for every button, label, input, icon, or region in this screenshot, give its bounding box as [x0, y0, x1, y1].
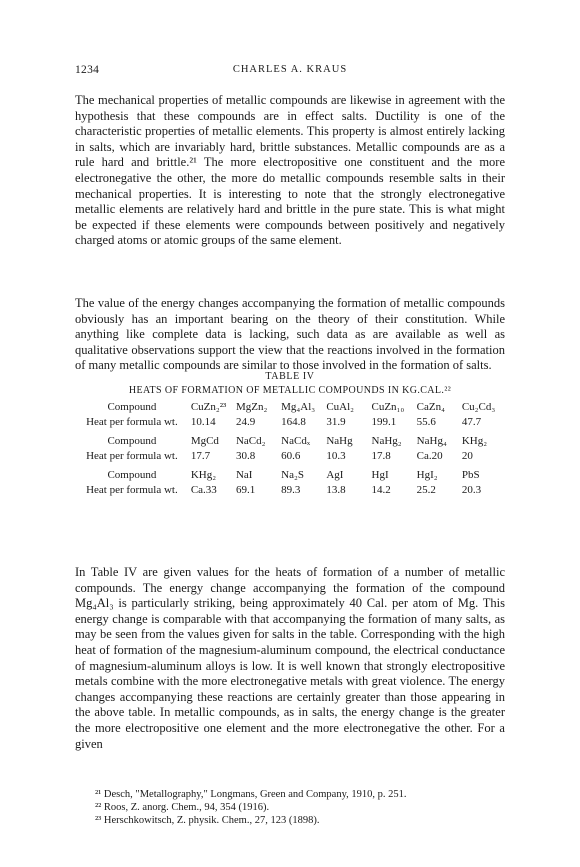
table-cell: 55.6: [416, 415, 436, 428]
table-cell: 10.14: [190, 415, 216, 428]
table-cell: NaHg₂: [371, 435, 402, 447]
heat-row: [75, 483, 505, 498]
table-group-3: [75, 468, 505, 497]
table-caption: TABLE IV: [265, 371, 315, 382]
table-cell: 31.9: [326, 415, 346, 428]
table-cell: Cu₂Cd₃: [461, 401, 496, 413]
paragraph-text: In Table IV are given values for the heats of formation of a number of metallic compounds. The energy change accompanying the formation of the compound Mg₄Al₃ is particularly striking, being approximately 40 Cal. per atom of Mg. This energy change is comparable with that accompanying the formation of many salts, as may be seen from the values given for salts in the table. Corresponding with the high heat of formation of the magnesium-aluminum compound, the electrical conductance of magnesium-aluminum alloys is low. It is well known that strongly electropositive metals combine with the more electronegative metals with great violence. The energy changes accompanying these reactions are certainly greater than those appearing in the above table. In metallic compounds, as in salts, the energy change is the greater the more electropositive one element and the more electronegative the other. For a given: [75, 565, 505, 751]
table-cell: NaI: [235, 469, 253, 481]
footnote-22: ²² Roos, Z. anorg. Chem., 94, 354 (1916).: [95, 802, 270, 813]
row-label: Compound: [107, 401, 157, 413]
footnotes: [95, 788, 407, 827]
row-label: Compound: [107, 435, 157, 447]
table-cell: 20.3: [461, 483, 482, 496]
table-cell: 60.6: [281, 449, 301, 462]
page-number: 1234: [75, 64, 100, 76]
table-cell: 199.1: [371, 415, 397, 428]
table-cell: 17.8: [371, 449, 391, 462]
table-cell: 17.7: [190, 449, 211, 462]
table-cell: Ca.20: [416, 449, 443, 462]
compound-row: [75, 468, 505, 483]
paragraph-text: The mechanical properties of metallic compounds are likewise in agreement with the hypothesis that these compounds are in effect salts. Ductility is one of the characteristic properties of metallic elements. This property is almost entirely lacking in salts, which are invariably hard, brittle substances. Metallic compounds are as a rule hard and brittle.²¹ The more electropositive one constituent and the more electronegative the other, the more do metallic compounds resemble salts in their mechanical properties. It is interesting to note that the strongly electronegative metallic elements are relatively hard and brittle in the pure state. This is what might be expected if these elements were compounds between positively and negatively charged atoms or atomic groups of the same element.: [75, 93, 505, 248]
table-cell: CuAl₂: [326, 401, 354, 413]
table-cell: 13.8: [326, 483, 346, 496]
page-header: [75, 64, 505, 80]
paragraph-text: The value of the energy changes accompanying the formation of metallic compounds obviously has an important bearing on the theory of their constitution. While anything like complete data is lacking, such data as are available as well as qualitative observations support the view that the reactions involved in the formation of many metallic compounds are similar to those involved in the formation of salts.: [75, 296, 505, 373]
table-cell: AgI: [326, 469, 344, 481]
row-label: Compound: [107, 469, 157, 481]
table-cell: NaCd₂: [235, 435, 266, 447]
compound-row: [75, 400, 505, 415]
table-cell: HgI₂: [416, 469, 438, 481]
table-cell: HgI: [371, 469, 389, 481]
footnote-23: ²³ Herschkowitsch, Z. physik. Chem., 27, 123 (1898).: [95, 815, 320, 826]
table-title: HEATS OF FORMATION OF METALLIC COMPOUNDS IN KG.CAL.²²: [128, 385, 452, 396]
table-cell: Mg₄Al₃: [281, 401, 316, 413]
table-cell: MgZn₂: [235, 401, 268, 413]
paragraph-energy-changes: [75, 296, 505, 374]
table-cell: 25.2: [416, 483, 436, 496]
table-cell: NaCdₓ: [281, 435, 311, 447]
table-cell: Ca.33: [190, 483, 217, 496]
running-head: CHARLES A. KRAUS: [232, 64, 348, 75]
table-group-1: [75, 400, 505, 429]
table-cell: 10.3: [326, 449, 346, 462]
table-cell: MgCd: [190, 435, 219, 447]
row-label: Heat per formula wt.: [86, 483, 178, 496]
table-cell: NaHg₄: [416, 435, 447, 447]
footnote-21: ²¹ Desch, "Metallography," Longmans, Green and Company, 1910, p. 251.: [95, 789, 407, 800]
paragraph-table-discussion: [75, 565, 505, 752]
table-cell: NaHg: [326, 435, 353, 447]
heat-row: [75, 449, 505, 464]
table-cell: 24.9: [235, 415, 256, 428]
table-cell: KHg₂: [190, 469, 217, 481]
table-cell: CaZn₄: [416, 401, 445, 413]
table-cell: PbS: [461, 469, 480, 481]
table-iv: [75, 370, 505, 502]
table-cell: 89.3: [281, 483, 301, 496]
paragraph-mechanical-properties: [75, 93, 505, 249]
table-cell: Na₂S: [281, 469, 304, 481]
row-label: Heat per formula wt.: [86, 415, 178, 428]
table-cell: CuZn₁₀: [371, 401, 405, 413]
table-cell: 47.7: [461, 415, 482, 428]
compound-row: [75, 434, 505, 449]
table-group-2: [75, 434, 505, 463]
heat-row: [75, 415, 505, 430]
table-cell: CuZn₂²³: [190, 401, 227, 413]
table-cell: 20: [461, 449, 473, 462]
table-cell: KHg₂: [461, 435, 488, 447]
row-label: Heat per formula wt.: [86, 449, 178, 462]
table-cell: 14.2: [371, 483, 391, 496]
table-cell: 164.8: [281, 415, 306, 428]
table-cell: 69.1: [235, 483, 256, 496]
table-cell: 30.8: [235, 449, 256, 462]
